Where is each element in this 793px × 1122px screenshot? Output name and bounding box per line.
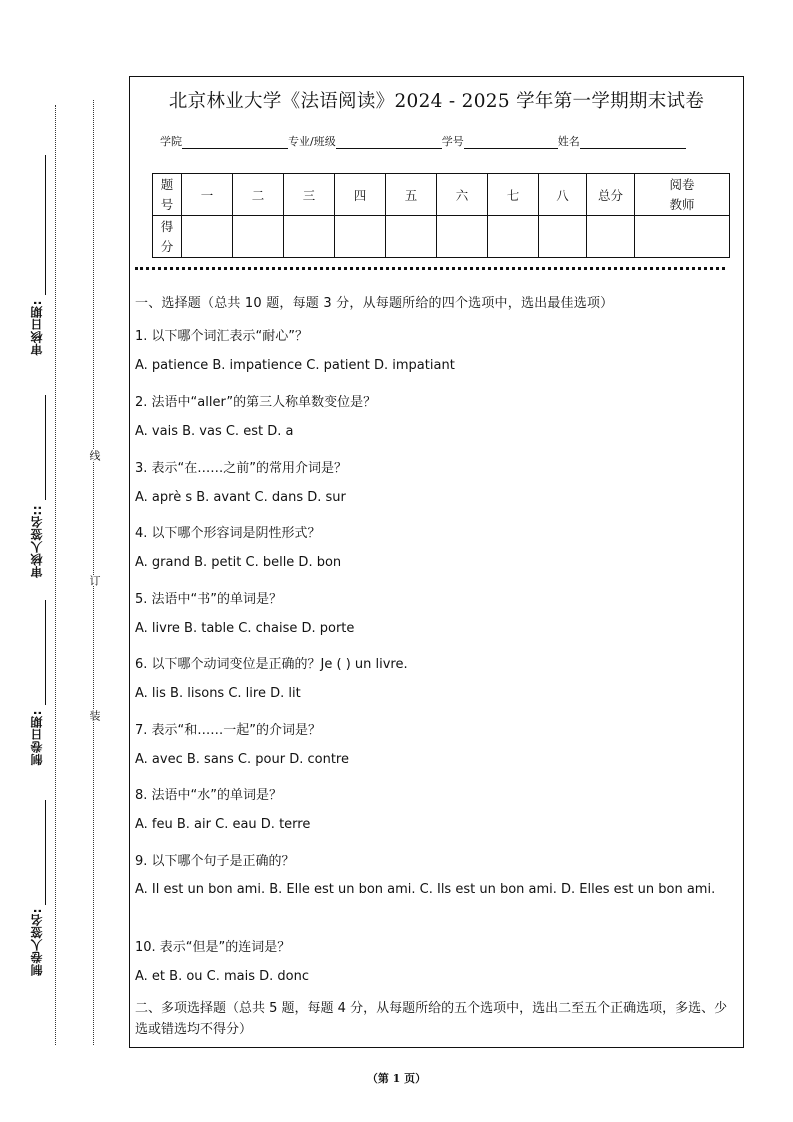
question-2: 2. 法语中“aller”的第三人称单数变位是？ — [135, 395, 377, 410]
cut-staple-mark: 订 — [88, 575, 101, 586]
col-1: 一 — [182, 174, 233, 216]
score-cell-total[interactable] — [587, 216, 635, 258]
score-cell-6[interactable] — [437, 216, 488, 258]
question-5: 5. 法语中“书”的单词是？ — [135, 592, 283, 607]
reviewer-header: 阅卷 教师 — [635, 174, 730, 216]
question-8-options: A. feu B. air C. eau D. terre — [135, 817, 311, 832]
question-10-options: A. et B. ou C. mais D. donc — [135, 969, 310, 984]
maker-date-blank — [45, 600, 46, 705]
cut-line-mark: 线 — [88, 450, 101, 461]
college-field[interactable] — [182, 136, 288, 149]
student-info-row — [160, 133, 686, 149]
score-table — [152, 173, 730, 258]
question-number-header: 题 号 — [153, 174, 182, 216]
reviewer-date-label: 审核日期: — [30, 300, 44, 356]
question-4-options: A. grand B. petit C. belle D. bon — [135, 555, 342, 570]
col-total: 总分 — [587, 174, 635, 216]
maker-sign-blank — [45, 800, 46, 905]
score-cell-3[interactable] — [284, 216, 335, 258]
score-cell-1[interactable] — [182, 216, 233, 258]
question-2-options: A. vais B. vas C. est D. a — [135, 424, 294, 439]
question-8: 8. 法语中“水”的单词是？ — [135, 788, 283, 803]
major-label: 专业/班级 — [288, 135, 336, 148]
col-4: 四 — [335, 174, 386, 216]
question-7-options: A. avec B. sans C. pour D. contre — [135, 752, 349, 767]
question-7: 7. 表示“和……一起”的介词是？ — [135, 723, 322, 738]
question-4: 4. 以下哪个形容词是阴性形式？ — [135, 526, 321, 541]
col-7: 七 — [488, 174, 539, 216]
question-1-options: A. patience B. impatience C. patient D. impatiant — [135, 358, 455, 373]
dotted-separator — [135, 267, 725, 270]
score-cell-4[interactable] — [335, 216, 386, 258]
question-6: 6. 以下哪个动词变位是正确的？Je ( ) un livre. — [135, 657, 408, 672]
question-5-options: A. livre B. table C. chaise D. porte — [135, 621, 355, 636]
question-1: 1. 以下哪个词汇表示“耐心”？ — [135, 329, 309, 344]
question-3: 3. 表示“在……之前”的常用介词是？ — [135, 461, 348, 476]
maker-sign-label: 制卷人签名: — [30, 908, 44, 976]
col-5: 五 — [386, 174, 437, 216]
score-cell-2[interactable] — [233, 216, 284, 258]
cut-bind-mark: 装 — [88, 710, 101, 721]
score-cell-7[interactable] — [488, 216, 539, 258]
binding-dotted-line-inner — [93, 100, 94, 1045]
binding-dotted-line-outer — [55, 105, 56, 1045]
question-9-options: A. Il est un bon ami. B. Elle est un bon ami. C. Ils est un bon ami. D. Elles est un bon ami. — [135, 882, 716, 897]
section-2-heading: 二、多项选择题（总共 5 题，每题 4 分，从每题所给的五个选项中，选出二至五个正确选项，多选、少选或错选均不得分） — [135, 1001, 728, 1037]
college-label: 学院 — [160, 135, 182, 148]
score-cell-5[interactable] — [386, 216, 437, 258]
section-1-heading: 一、选择题（总共 10 题，每题 3 分，从每题所给的四个选项中，选出最佳选项） — [135, 296, 614, 311]
reviewer-date-blank — [45, 155, 46, 295]
question-9: 9. 以下哪个句子是正确的？ — [135, 854, 295, 869]
exam-title: 北京林业大学《法语阅读》2024 - 2025 学年第一学期期末试卷 — [168, 91, 705, 112]
question-10: 10. 表示“但是”的连词是？ — [135, 940, 291, 955]
reviewer-sign-blank — [45, 395, 46, 500]
question-3-options: A. aprè s B. avant C. dans D. sur — [135, 490, 346, 505]
col-2: 二 — [233, 174, 284, 216]
exam-paper-frame — [129, 76, 744, 1048]
student-id-field[interactable] — [464, 136, 558, 149]
major-field[interactable] — [336, 136, 442, 149]
name-field[interactable] — [580, 136, 686, 149]
reviewer-sign-label: 审核人签名:: — [30, 505, 44, 579]
score-cell-reviewer[interactable] — [635, 216, 730, 258]
col-6: 六 — [437, 174, 488, 216]
student-id-label: 学号 — [441, 135, 464, 148]
score-row-header: 得 分 — [153, 216, 182, 258]
score-cell-8[interactable] — [539, 216, 587, 258]
col-8: 八 — [539, 174, 587, 216]
col-3: 三 — [284, 174, 335, 216]
page-number: （第 1 页） — [366, 1072, 427, 1085]
name-label: 姓名 — [557, 135, 580, 148]
question-6-options: A. lis B. lisons C. lire D. lit — [135, 686, 301, 701]
maker-date-label: 制卷日期: — [30, 710, 44, 766]
